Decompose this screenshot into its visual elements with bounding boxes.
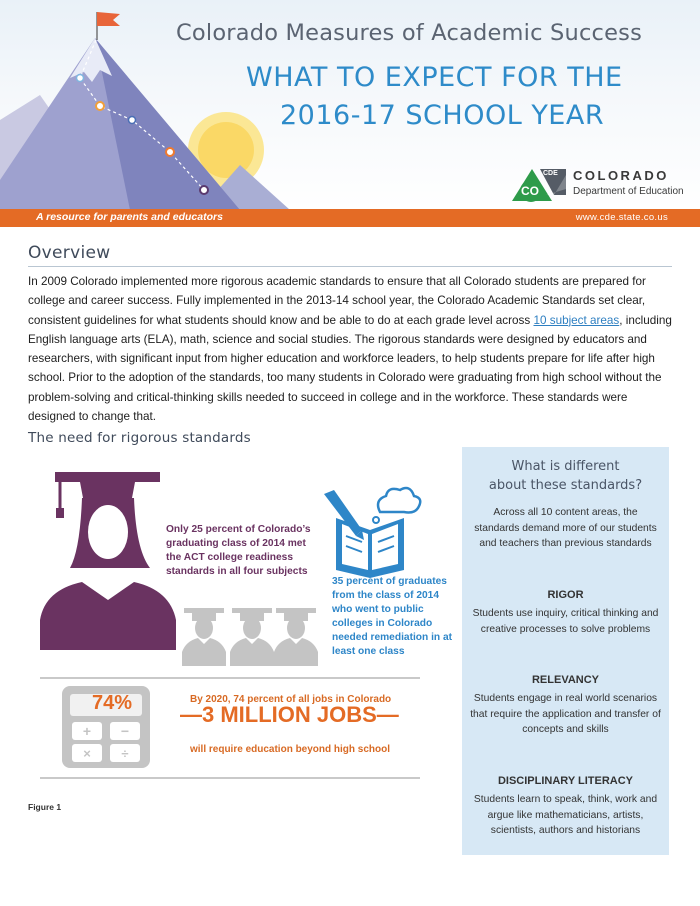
cde-department: Department of Education [573, 186, 684, 197]
graduate-icon [40, 472, 176, 650]
act-readiness-fact: Only 25 percent of Colorado’s graduating class of 2014 met the ACT college readiness standards in all four subjects [166, 524, 311, 578]
figure-caption: Figure 1 [28, 802, 62, 812]
cde-name: COLORADO [573, 168, 669, 183]
sidebar-text-rigor: Students use inquiry, critical thinking and creative processes to solve problems [472, 608, 659, 635]
svg-text:−: − [120, 723, 130, 739]
need-heading: The need for rigorous standards [28, 430, 251, 446]
sidebar-title [462, 457, 669, 495]
page-subtitle-line2: 2016-17 SCHOOL YEAR [280, 100, 605, 131]
tagline-bar [0, 209, 700, 227]
flag-icon [97, 12, 120, 26]
sidebar-text-relevancy: Students engage in real world scenarios that require the application and transfer of concepts and skills [470, 693, 661, 736]
sidebar-title-line1: What is different [511, 459, 620, 474]
tagline: A resource for parents and educators [36, 211, 223, 223]
sidebar-heading-rigor: RIGOR [547, 589, 584, 601]
sidebar-heading-relevancy: RELEVANCY [531, 674, 600, 686]
website-link[interactable]: www.cde.state.co.us [575, 212, 668, 223]
overview-heading: Overview [28, 243, 111, 263]
cde-badge-bottom: CO [521, 184, 539, 198]
overview-paragraph [28, 272, 676, 426]
section-divider [28, 266, 672, 267]
cde-badge-icon [510, 165, 568, 203]
svg-text:÷: ÷ [121, 746, 129, 761]
header-banner [0, 0, 700, 210]
grey-graduates-icon [182, 608, 318, 666]
infographic-figure [0, 450, 460, 810]
svg-text:+: + [82, 723, 92, 739]
sidebar-heading-literacy: DISCIPLINARY LITERACY [497, 775, 634, 787]
overview-text-part1: In 2009 Colorado implemented more rigorous academic standards to ensure that all Colorado students are prepared for college and career success. Fully implemented in the 2013-14 school year, the Colorado Academic Standards set clear, consistent guidelines for what students should know and be able to do at each grade level across [28, 275, 646, 327]
standards-sidebar [462, 447, 669, 855]
cde-logo [510, 165, 690, 205]
subject-areas-link[interactable]: 10 subject areas [533, 313, 620, 327]
jobs-headline: —3 MILLION JOBS— [180, 702, 399, 727]
jobs-requirement: will require education beyond high school [190, 744, 391, 755]
sidebar-title-line2: about these standards? [488, 478, 643, 493]
sidebar-intro: Across all 10 content areas, the standards demand more of our students and teachers than previous standards [474, 507, 657, 550]
remediation-fact: 35 percent of graduates from the class of 2014 who went to public colleges in Colorado needed remediation in at least one class [332, 576, 453, 658]
sidebar-text-literacy: Students learn to speak, think, work and argue like mathematicians, artists, scientists, authors and historians [473, 794, 658, 837]
book-pencil-icon [324, 488, 420, 578]
page-title: Colorado Measures of Academic Success [176, 20, 643, 46]
svg-text:×: × [83, 746, 91, 761]
jobs-intro: By 2020, 74 percent of all jobs in Colorado [190, 694, 392, 705]
cde-badge-top: CDE [543, 170, 558, 177]
jobs-percent-label: 74% [92, 692, 133, 714]
page-subtitle-line1: WHAT TO EXPECT FOR THE [246, 62, 623, 93]
overview-text-part2: , including English language arts (ELA), math, science and social studies. The rigorous standards were designed by educators and researchers, with significant input from higher education and workforce leaders, to help students prepare for life after high school. Prior to the adoption of the standards, too many students in Colorado were graduating from high school without the problem-solving and critical-thinking skills needed to succeed in college and in the workforce. These standards were designed to change that. [28, 313, 672, 424]
